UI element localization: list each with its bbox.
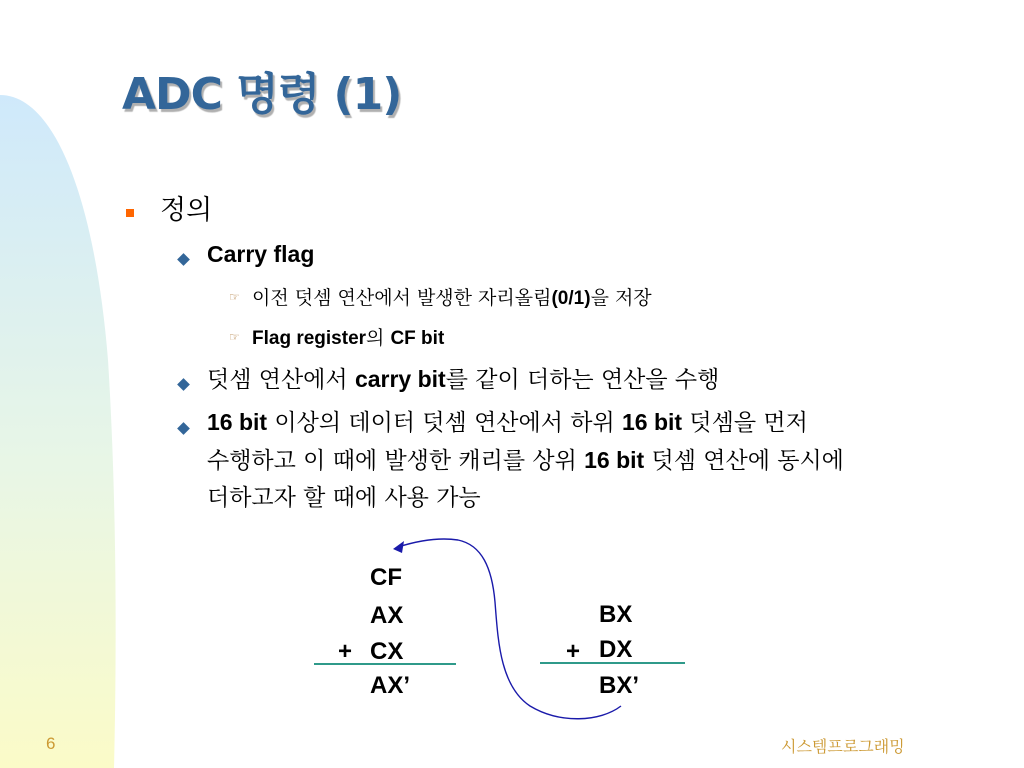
slide-title: ADC 명령 (1) <box>122 69 402 120</box>
left-top-operand: AX <box>370 602 404 629</box>
sub-item-flag-register: Flag register의 CF bit <box>252 327 445 349</box>
cf-label: CF <box>370 564 402 591</box>
left-result: AX’ <box>370 672 411 699</box>
right-top-operand: BX <box>599 601 633 628</box>
right-plus-sign: + <box>566 638 581 665</box>
item-16bit-line3: 더하고자 할 때에 사용 가능 <box>207 485 481 511</box>
right-result: BX’ <box>599 672 640 699</box>
left-bottom-operand: CX <box>370 638 404 665</box>
heading-definition: 정의 <box>160 195 213 226</box>
pointing-hand-icon: ☞ <box>229 330 240 344</box>
item-16bit-line2: 수행하고 이 때에 발생한 캐리를 상위 16 bit 덧셈 연산에 동시에 <box>207 447 844 474</box>
item-16bit-line1: 16 bit 이상의 데이터 덧셈 연산에서 하위 16 bit 덧셈을 먼저 <box>207 409 808 436</box>
right-bottom-operand: DX <box>599 636 633 663</box>
footer-course-name: 시스템프로그래밍 <box>781 737 905 756</box>
item-carry-flag: Carry flag <box>207 241 315 267</box>
pointing-hand-icon: ☞ <box>229 290 240 304</box>
left-plus-sign: + <box>338 638 353 665</box>
page-number: 6 <box>46 734 56 753</box>
item-adc-operation: 덧셈 연산에서 carry bit를 같이 더하는 연산을 수행 <box>207 366 720 393</box>
sub-item-carry-desc: 이전 덧셈 연산에서 발생한 자리올림(0/1)을 저장 <box>252 287 652 309</box>
